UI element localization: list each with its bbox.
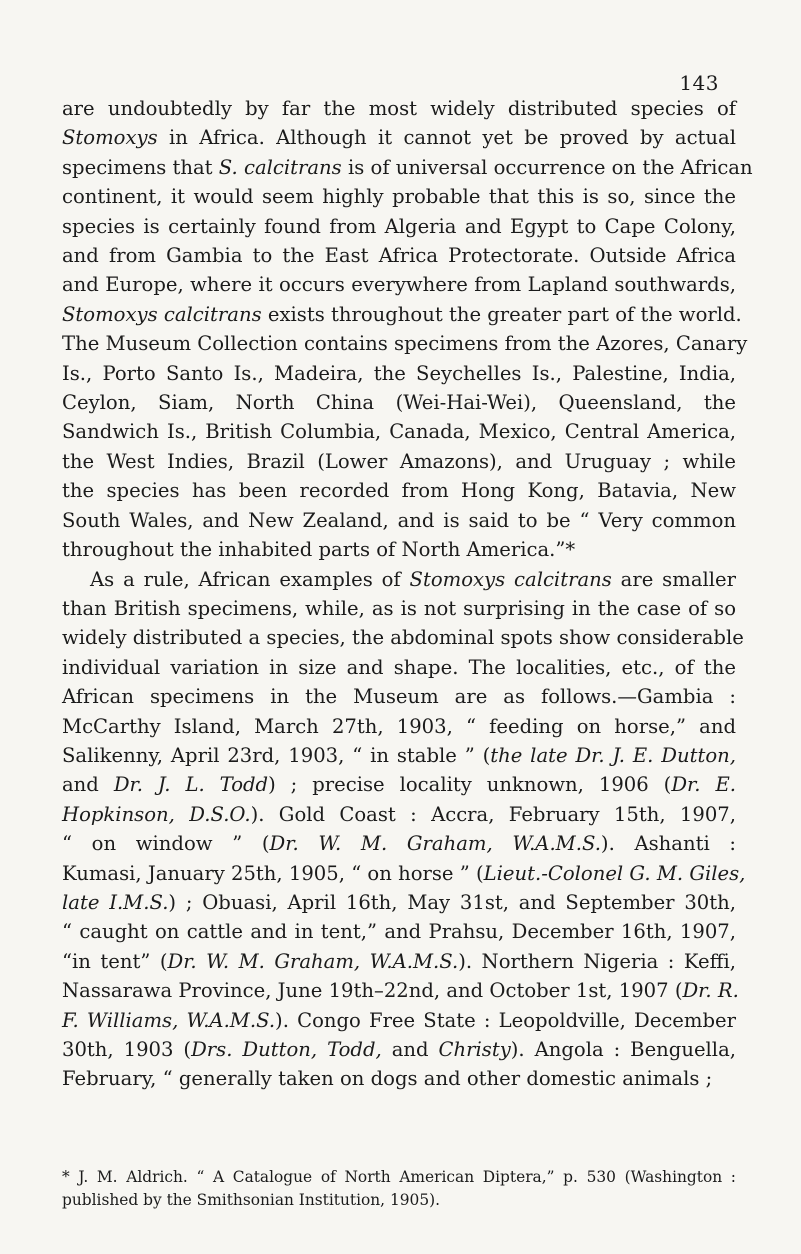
italic-text: Stomoxys calcitrans: [62, 302, 262, 326]
text-run: exists throughout the greater part of the world.: [261, 302, 742, 326]
text-line: [62, 417, 736, 446]
text-run: and: [381, 1038, 439, 1061]
text-run: and from Gambia to the East Africa Protectorate. Outside Africa: [62, 244, 736, 268]
text-line: [62, 1064, 736, 1093]
italic-text: Stomoxys calcitrans: [409, 567, 612, 591]
text-run: ) ; Obuasi, April 16th, May 31st, and September 30th,: [168, 890, 736, 914]
text-line: [62, 1035, 736, 1064]
text-line: [62, 535, 736, 564]
page-number: 143: [679, 71, 719, 95]
text-line: [62, 859, 746, 888]
italic-text: late I.M.S.: [62, 890, 169, 914]
text-line: [62, 917, 736, 946]
text-run: ) ; precise locality unknown, 1906 (: [268, 773, 672, 797]
text-run: in Africa. Although it cannot yet be proved by actual: [157, 126, 736, 150]
footnote: [62, 1166, 736, 1212]
text-run: are smaller: [611, 567, 736, 591]
text-line: [62, 947, 736, 976]
text-run: ). Angola : Benguella,: [510, 1038, 736, 1061]
text-run: are undoubtedly by far the most widely distributed species of: [62, 97, 736, 120]
italic-text: Dr. R.: [682, 979, 739, 1003]
text-line: [62, 712, 736, 741]
text-run: Sandwich Is., British Columbia, Canada, Mexico, Central America,: [62, 420, 736, 444]
text-run: than British specimens, while, as is not surprising in the case of so: [62, 596, 736, 620]
italic-text: Drs. Dutton, Todd,: [191, 1038, 382, 1061]
text-run: the species has been recorded from Hong Kong, Batavia, New: [62, 479, 736, 503]
text-run: “ caught on cattle and in tent,” and Prahsu, December 16th, 1907,: [62, 920, 736, 944]
text-run: throughout the inhabited parts of North America.”*: [62, 538, 576, 562]
text-run: McCarthy Island, March 27th, 1903, “ feeding on horse,” and: [62, 714, 736, 738]
text-line: [62, 153, 753, 182]
text-line: [62, 594, 736, 623]
text-line: [62, 447, 736, 476]
italic-text: Stomoxys: [62, 126, 158, 150]
text-line: [62, 300, 742, 329]
text-run: * J. M. Aldrich. “ A Catalogue of North American Diptera,” p. 530 (Washington :: [62, 1168, 736, 1186]
text-run: South Wales, and New Zealand, and is said to be “ Very common: [62, 508, 736, 532]
text-run: “in tent” (: [62, 949, 168, 973]
text-run: the West Indies, Brazil (Lower Amazons), and Uruguay ; while: [62, 449, 736, 473]
body-text: [62, 94, 753, 1094]
text-run: February, “ generally taken on dogs and other domestic animals ;: [62, 1067, 713, 1091]
text-line: [62, 476, 736, 505]
italic-text: Dr. J. L. Todd: [113, 773, 269, 797]
text-run: Nassarawa Province, June 19th–22nd, and October 1st, 1907 (: [62, 979, 683, 1003]
text-line: [62, 800, 736, 829]
text-run: The Museum Collection contains specimens from the Azores, Canary: [62, 332, 748, 356]
paragraph-2: [62, 565, 746, 1094]
paragraph-1: [62, 94, 753, 565]
text-run: species is certainly found from Algeria and Egypt to Cape Colony,: [62, 214, 736, 238]
text-line: [62, 1166, 736, 1189]
text-run: individual variation in size and shape. The localities, etc., of the: [62, 655, 736, 679]
text-run: Is., Porto Santo Is., Madeira, the Seychelles Is., Palestine, India,: [62, 361, 736, 385]
text-line: [62, 770, 736, 799]
text-run: and: [62, 773, 114, 797]
text-line: [62, 1189, 736, 1212]
text-run: 30th, 1903 (: [62, 1038, 192, 1061]
text-line: [62, 888, 736, 917]
text-run: ). Ashanti :: [600, 832, 736, 856]
text-line: [62, 506, 736, 535]
italic-text: Christy: [438, 1038, 511, 1061]
italic-text: Lieut.-Colonel G. M. Giles,: [483, 861, 746, 885]
italic-text: F. Williams, W.A.M.S.: [62, 1008, 276, 1032]
text-line: [62, 388, 736, 417]
text-line: [62, 241, 736, 270]
italic-text: Dr. W. M. Graham, W.A.M.S.: [269, 832, 601, 856]
italic-text: Dr. E.: [671, 773, 736, 797]
text-line: [62, 653, 736, 682]
text-line: [62, 212, 736, 241]
text-line: [62, 976, 739, 1005]
text-run: specimens that: [62, 155, 219, 179]
text-line: [62, 1006, 736, 1035]
text-line: [62, 565, 736, 594]
text-line: [62, 359, 736, 388]
text-run: As a rule, African examples of: [90, 567, 410, 591]
text-run: Kumasi, January 25th, 1905, “ on horse ” (: [62, 861, 484, 885]
text-run: widely distributed a species, the abdominal spots show considerable: [62, 626, 744, 650]
text-run: ). Northern Nigeria : Keffi,: [458, 949, 736, 973]
text-line: [62, 270, 736, 299]
text-line: [62, 94, 736, 123]
text-line: [62, 682, 736, 711]
text-line: [62, 329, 748, 358]
text-run: is of universal occurrence on the African: [341, 155, 753, 179]
text-run: published by the Smithsonian Institution, 1905).: [62, 1191, 441, 1209]
text-run: African specimens in the Museum are as follows.—Gambia :: [62, 685, 736, 709]
text-run: ). Congo Free State : Leopoldville, December: [275, 1008, 736, 1032]
italic-text: Hopkinson, D.S.O.: [62, 802, 251, 826]
italic-text: the late Dr. J. E. Dutton,: [490, 743, 736, 767]
text-run: Ceylon, Siam, North China (Wei-Hai-Wei), Queensland, the: [62, 391, 736, 415]
text-line: [62, 741, 736, 770]
text-run: Salikenny, April 23rd, 1903, “ in stable ” (: [62, 743, 491, 767]
italic-text: Dr. W. M. Graham, W.A.M.S.: [167, 949, 459, 973]
text-run: “ on window ” (: [62, 832, 270, 856]
text-line: [62, 829, 736, 858]
text-run: and Europe, where it occurs everywhere from Lapland southwards,: [62, 273, 736, 297]
text-line: [62, 623, 744, 652]
text-line: [62, 123, 736, 152]
text-run: continent, it would seem highly probable that this is so, since the: [62, 185, 736, 209]
italic-text: S. calcitrans: [218, 155, 342, 179]
text-line: [62, 182, 736, 211]
text-run: ). Gold Coast : Accra, February 15th, 1907,: [250, 802, 736, 826]
